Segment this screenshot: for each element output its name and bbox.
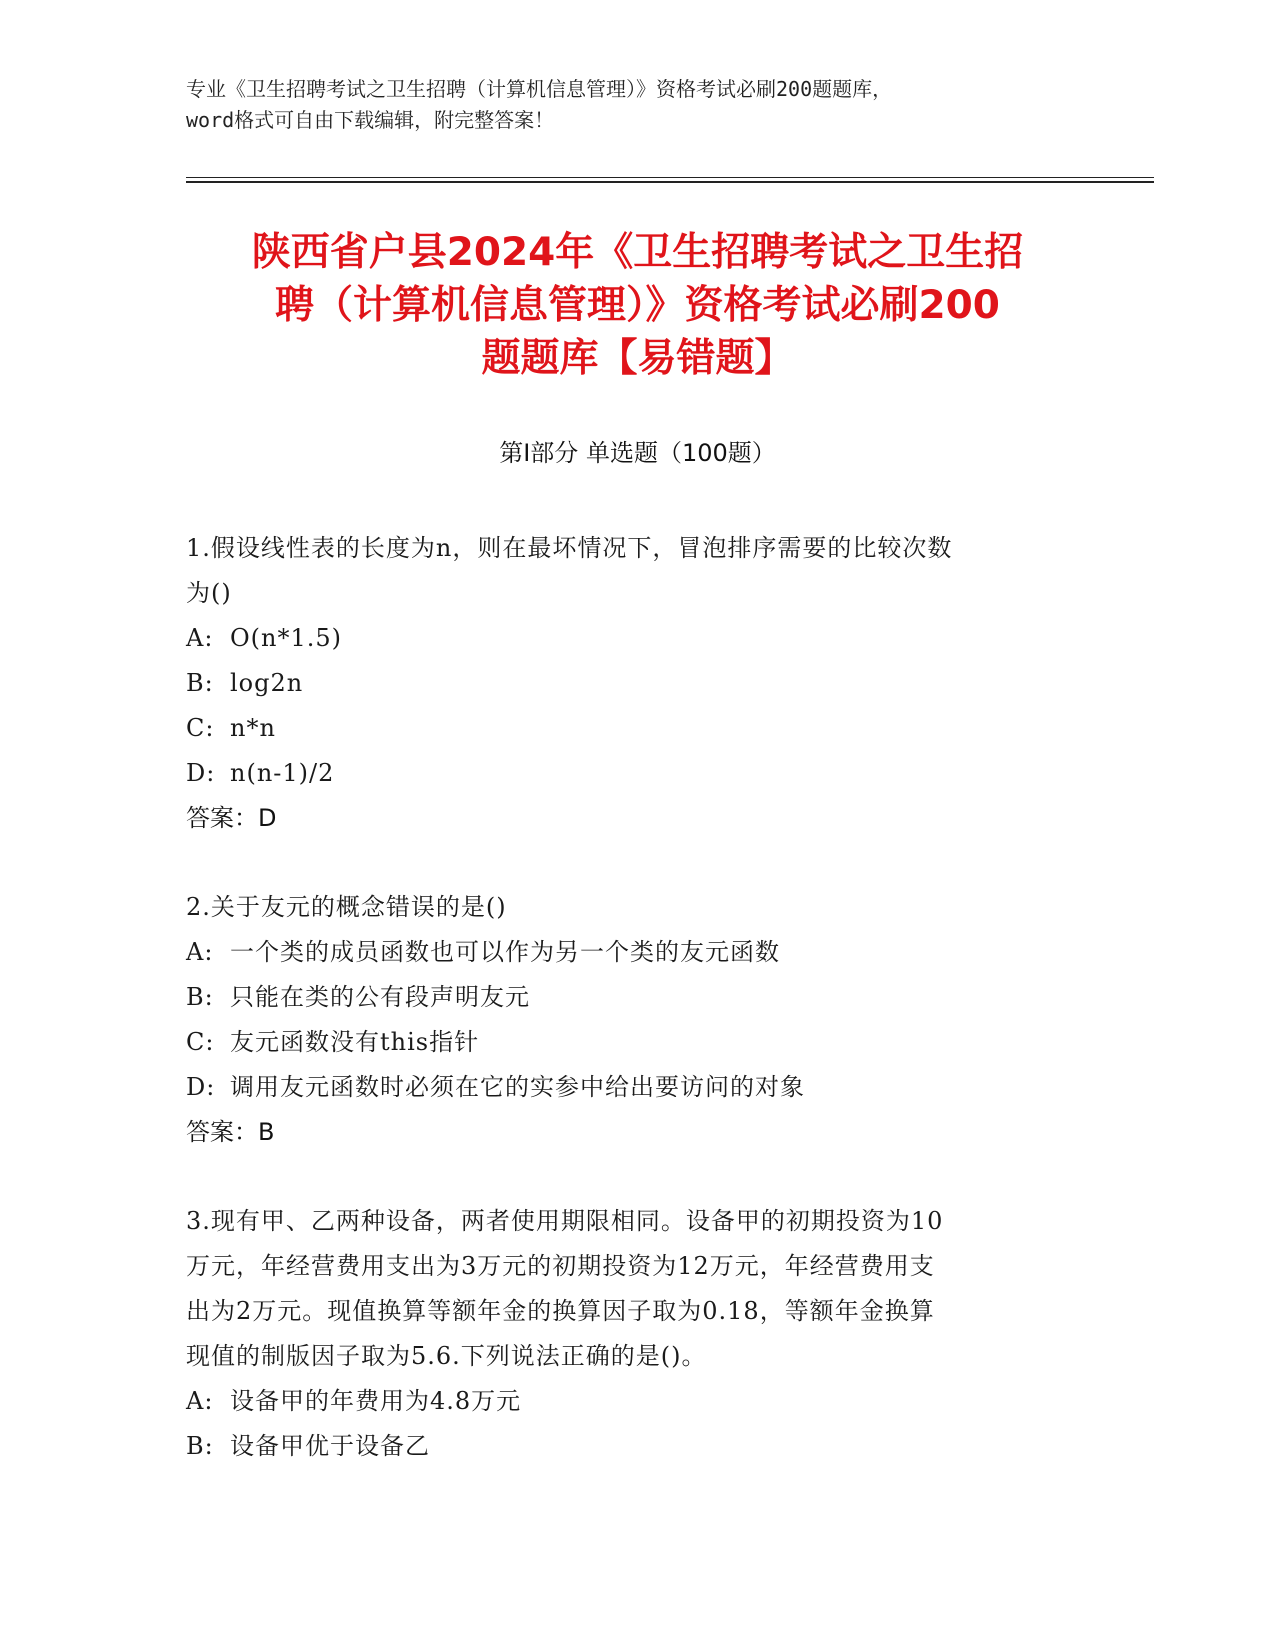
option-text: 只能在类的公有段声明友元 [230, 983, 530, 1011]
question-block [186, 1199, 1086, 1469]
question-stem-line: 出为2万元。现值换算等额年金的换算因子取为0.18，等额年金换算 [186, 1297, 935, 1325]
answer-option [186, 616, 1086, 661]
answer-key: 答案：D [186, 804, 277, 832]
header-divider-thick [186, 181, 1154, 183]
option-text: 设备甲优于设备乙 [230, 1432, 430, 1460]
title-line-2: 聘（计算机信息管理）》资格考试必刷200 [275, 283, 1000, 328]
option-letter: C: [186, 1028, 215, 1056]
question-stem-line: 万元，年经营费用支出为3万元的初期投资为12万元，年经营费用支 [186, 1252, 935, 1280]
answer-key: 答案：B [186, 1118, 275, 1146]
option-letter: A: [186, 1387, 214, 1415]
answer-option [186, 930, 1086, 975]
option-letter: C: [186, 714, 215, 742]
question-stem-line: 现值的制版因子取为5.6.下列说法正确的是()。 [186, 1342, 707, 1370]
question-list [186, 526, 1086, 1513]
title-line-3: 题题库【易错题】 [481, 336, 794, 381]
question-stem-line: 1.假设线性表的长度为n，则在最坏情况下，冒泡排序需要的比较次数 [186, 534, 953, 562]
option-letter: B: [186, 1432, 214, 1460]
answer-option [186, 706, 1086, 751]
answer-option [186, 661, 1086, 706]
option-letter: B: [186, 983, 214, 1011]
option-text: 友元函数没有this指针 [230, 1028, 480, 1056]
option-text: 一个类的成员函数也可以作为另一个类的友元函数 [230, 938, 780, 966]
header-note [186, 74, 1086, 136]
option-text: 设备甲的年费用为4.8万元 [230, 1387, 522, 1415]
section-heading: 第I部分 单选题（100题） [499, 439, 776, 467]
option-letter: B: [186, 669, 214, 697]
question-block [186, 885, 1086, 1155]
option-text: log2n [230, 669, 304, 697]
question-block [186, 526, 1086, 841]
question-stem-line: 3.现有甲、乙两种设备，两者使用期限相同。设备甲的初期投资为10 [186, 1207, 944, 1235]
option-letter: A: [186, 938, 214, 966]
option-letter: A: [186, 624, 214, 652]
question-stem-line: 为() [186, 579, 232, 607]
answer-option [186, 1424, 1086, 1469]
option-text: 调用友元函数时必须在它的实参中给出要访问的对象 [230, 1073, 805, 1101]
question-stem-line: 2.关于友元的概念错误的是() [186, 893, 507, 921]
answer-option [186, 1065, 1086, 1110]
header-note-line-2: word格式可自由下载编辑，附完整答案！ [186, 108, 555, 132]
answer-option [186, 751, 1086, 796]
answer-option [186, 1379, 1086, 1424]
title-line-1: 陕西省户县2024年《卫生招聘考试之卫生招 [251, 230, 1024, 275]
option-text: n*n [230, 714, 276, 742]
header-divider-thin [186, 177, 1154, 178]
answer-option [186, 1020, 1086, 1065]
answer-option [186, 975, 1086, 1020]
option-letter: D: [186, 1073, 216, 1101]
option-text: n(n-1)/2 [230, 759, 335, 787]
document-title [170, 226, 1105, 385]
header-note-line-1: 专业《卫生招聘考试之卫生招聘（计算机信息管理）》资格考试必刷200题题库， [186, 77, 893, 101]
option-letter: D: [186, 759, 216, 787]
option-text: O(n*1.5) [230, 624, 343, 652]
